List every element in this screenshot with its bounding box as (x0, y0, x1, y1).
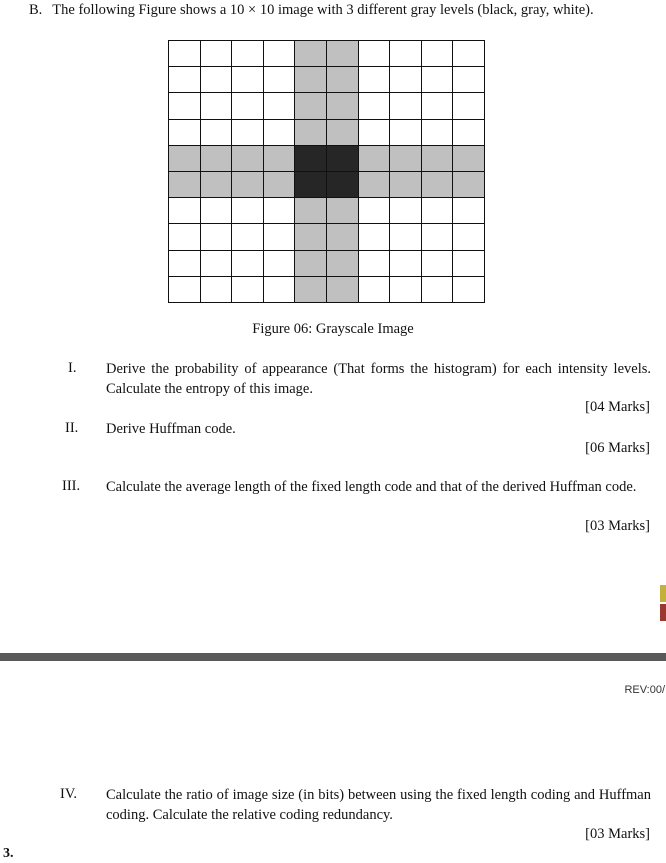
pixel-cell (201, 67, 233, 93)
pixel-cell (295, 224, 327, 250)
pixel-cell (264, 93, 296, 119)
pixel-cell (201, 277, 233, 303)
pixel-cell (453, 277, 485, 303)
pixel-cell (359, 120, 391, 146)
pixel-cell (169, 198, 201, 224)
pixel-cell (264, 172, 296, 198)
pixel-cell (327, 224, 359, 250)
pixel-cell (232, 146, 264, 172)
pixel-cell (422, 251, 454, 277)
pixel-cell (390, 146, 422, 172)
pixel-cell (453, 67, 485, 93)
pixel-cell (422, 120, 454, 146)
pixel-cell (169, 224, 201, 250)
pixel-cell (453, 93, 485, 119)
subquestion-number: IV. (60, 786, 78, 802)
pixel-cell (232, 120, 264, 146)
next-question-number: 3. (3, 846, 14, 861)
pixel-cell (422, 172, 454, 198)
pixel-cell (422, 146, 454, 172)
pixel-cell (169, 41, 201, 67)
pixel-cell (327, 172, 359, 198)
pixel-cell (327, 277, 359, 303)
pixel-cell (264, 41, 296, 67)
question-letter: B. (29, 2, 43, 18)
subquestion-marks: [04 Marks] (585, 399, 650, 415)
pixel-cell (390, 277, 422, 303)
pixel-cell (169, 67, 201, 93)
pixel-cell (295, 172, 327, 198)
revision-label: REV:00/ (624, 684, 665, 696)
pixel-cell (201, 224, 233, 250)
pixel-cell (232, 41, 264, 67)
pixel-cell (359, 67, 391, 93)
subquestion-text: Derive Huffman code. (106, 421, 236, 437)
pixel-cell (327, 146, 359, 172)
pixel-cell (169, 120, 201, 146)
subquestion-marks: [03 Marks] (585, 518, 650, 534)
pixel-cell (390, 67, 422, 93)
pixel-cell (327, 251, 359, 277)
subquestion-marks: [06 Marks] (585, 440, 650, 456)
pixel-cell (295, 277, 327, 303)
grayscale-image-grid (168, 40, 485, 303)
pixel-cell (359, 41, 391, 67)
pixel-cell (264, 251, 296, 277)
pixel-cell (453, 146, 485, 172)
pixel-cell (327, 198, 359, 224)
pixel-cell (390, 41, 422, 67)
pixel-cell (390, 251, 422, 277)
pixel-cell (201, 146, 233, 172)
pixel-cell (264, 146, 296, 172)
pixel-cell (201, 198, 233, 224)
pixel-cell (453, 120, 485, 146)
pixel-cell (232, 198, 264, 224)
pixel-cell (295, 41, 327, 67)
pixel-cell (201, 251, 233, 277)
pixel-cell (169, 172, 201, 198)
subquestion-number: III. (62, 478, 81, 494)
margin-marker-yellow (660, 585, 666, 602)
page-break-divider (0, 653, 666, 661)
subquestion-marks: [03 Marks] (585, 826, 650, 842)
pixel-cell (390, 224, 422, 250)
pixel-cell (232, 172, 264, 198)
pixel-cell (232, 93, 264, 119)
pixel-cell (359, 198, 391, 224)
pixel-cell (232, 67, 264, 93)
pixel-cell (390, 172, 422, 198)
subquestion-number: II. (65, 420, 79, 436)
pixel-cell (422, 277, 454, 303)
pixel-cell (201, 120, 233, 146)
pixel-cell (232, 251, 264, 277)
pixel-cell (295, 146, 327, 172)
question-prompt: The following Figure shows a 10 × 10 image with 3 different gray levels (black, gray, white). (52, 2, 594, 18)
pixel-cell (327, 41, 359, 67)
pixel-cell (264, 198, 296, 224)
pixel-cell (295, 198, 327, 224)
pixel-cell (295, 120, 327, 146)
pixel-cell (327, 67, 359, 93)
figure-caption: Figure 06: Grayscale Image (252, 321, 414, 337)
pixel-cell (264, 224, 296, 250)
pixel-cell (390, 198, 422, 224)
pixel-cell (422, 198, 454, 224)
pixel-cell (422, 41, 454, 67)
pixel-cell (327, 120, 359, 146)
pixel-cell (359, 172, 391, 198)
pixel-cell (264, 120, 296, 146)
pixel-cell (327, 93, 359, 119)
pixel-cell (359, 251, 391, 277)
pixel-cell (264, 67, 296, 93)
pixel-cell (390, 120, 422, 146)
pixel-cell (169, 277, 201, 303)
subquestion-text: Derive the probability of appearance (That forms the histogram) for each intensity levels. Calculate the entropy of this image. (106, 361, 651, 397)
pixel-cell (201, 172, 233, 198)
subquestion-number: I. (68, 360, 77, 376)
pixel-cell (295, 251, 327, 277)
pixel-cell (422, 93, 454, 119)
margin-marker-red (660, 604, 666, 621)
pixel-cell (169, 251, 201, 277)
pixel-cell (453, 198, 485, 224)
pixel-cell (453, 172, 485, 198)
pixel-cell (453, 41, 485, 67)
pixel-cell (264, 277, 296, 303)
pixel-cell (201, 93, 233, 119)
pixel-cell (422, 67, 454, 93)
pixel-cell (201, 41, 233, 67)
pixel-cell (232, 224, 264, 250)
pixel-cell (359, 277, 391, 303)
pixel-cell (453, 224, 485, 250)
subquestion-text: Calculate the average length of the fixed length code and that of the derived Huffman code. (106, 479, 637, 495)
pixel-cell (295, 67, 327, 93)
pixel-cell (453, 251, 485, 277)
subquestion-text: Calculate the ratio of image size (in bits) between using the fixed length coding and Huffman coding. Calculate the relative coding redundancy. (106, 787, 651, 823)
pixel-cell (169, 146, 201, 172)
pixel-cell (295, 93, 327, 119)
pixel-cell (232, 277, 264, 303)
question-header (29, 2, 594, 19)
pixel-cell (422, 224, 454, 250)
pixel-cell (359, 93, 391, 119)
pixel-cell (359, 224, 391, 250)
pixel-cell (359, 146, 391, 172)
pixel-cell (390, 93, 422, 119)
pixel-cell (169, 93, 201, 119)
